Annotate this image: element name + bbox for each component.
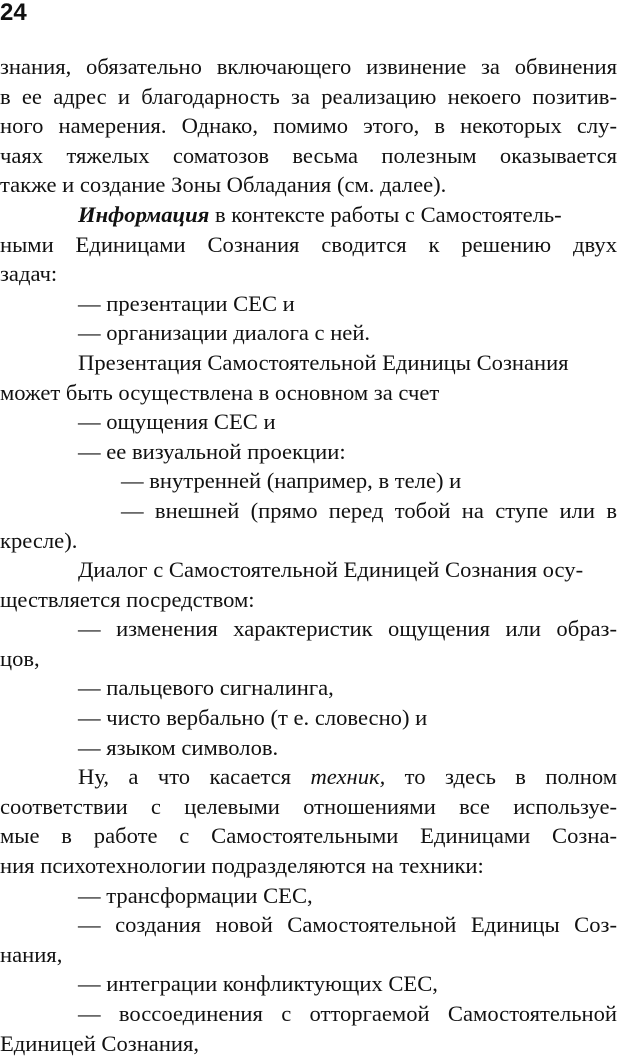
term-tekhnik: техник, xyxy=(310,764,386,790)
list-item: — чисто вербально (т е. словесно) и xyxy=(78,705,428,731)
list-item: — языком символов. xyxy=(78,734,279,760)
text-line: кресле). xyxy=(0,527,78,553)
list-item: — трансформации СЕС, xyxy=(78,882,313,908)
page-number: 24 xyxy=(0,0,27,26)
text-line: может быть осуществлена в основном за счет xyxy=(0,379,440,405)
text-line: ществляется посредством: xyxy=(0,586,255,612)
text-line: знания, обязательно включающего извинение за обвинения xyxy=(0,54,617,79)
list-item: — ощущения СЕС и xyxy=(78,409,276,435)
sub-list-item: — внешней (прямо перед тобой на ступе или в xyxy=(121,497,617,523)
text-line: цов, xyxy=(0,645,40,671)
list-item: — воссоединения с отторгаемой Самостоятельной xyxy=(78,1001,617,1026)
body-text xyxy=(0,52,617,1058)
sub-list-item: — внутренней (например, в теле) и xyxy=(121,468,462,494)
text-line xyxy=(0,200,617,230)
text-line: Единицей Сознания, xyxy=(0,1030,200,1056)
text-span: в контексте работы с Самостоятель- xyxy=(209,201,562,227)
list-item: — презентации СЕС и xyxy=(78,290,295,316)
term-informatsiya: Информация xyxy=(78,201,210,227)
text-span: то здесь в полном xyxy=(385,764,617,790)
list-item: — интеграции конфликтующих СЕС, xyxy=(78,971,438,997)
text-line: мые в работе с Самостоятельными Единицами Созна- xyxy=(0,823,617,849)
text-line: ными Единицами Сознания сводится к решению двух xyxy=(0,231,617,257)
list-item: — изменения характеристик ощущения или образ- xyxy=(78,616,617,642)
list-item: — создания новой Самостоятельной Единицы Соз- xyxy=(78,912,617,938)
list-item: — ее визуальной проекции: xyxy=(78,438,346,464)
list-item: — организации диалога с ней. xyxy=(78,320,371,346)
text-span: Ну, а что касается xyxy=(78,764,311,790)
text-line: также и создание Зоны Обладания (см. далее). xyxy=(0,172,447,198)
text-line: нания, xyxy=(0,941,63,967)
text-line: задач: xyxy=(0,261,58,287)
text-line: соответствии с целевыми отношениями все используе- xyxy=(0,793,617,819)
list-item: — пальцевого сигналинга, xyxy=(78,675,334,701)
text-line: ного намерения. Однако, помимо этого, в некоторых слу- xyxy=(0,113,617,139)
text-line: чаях тяжелых соматозов весьма полезным оказывается xyxy=(0,142,617,168)
text-line: Презентация Самостоятельной Единицы Сознания xyxy=(78,349,569,375)
text-line xyxy=(0,762,617,792)
text-line: ния психотехнологии подразделяются на техники: xyxy=(0,853,484,879)
text-line: Диалог с Самостоятельной Единицей Сознания осу- xyxy=(78,557,584,583)
text-line: в ее адрес и благодарность за реализацию некоего позитив- xyxy=(0,83,617,109)
